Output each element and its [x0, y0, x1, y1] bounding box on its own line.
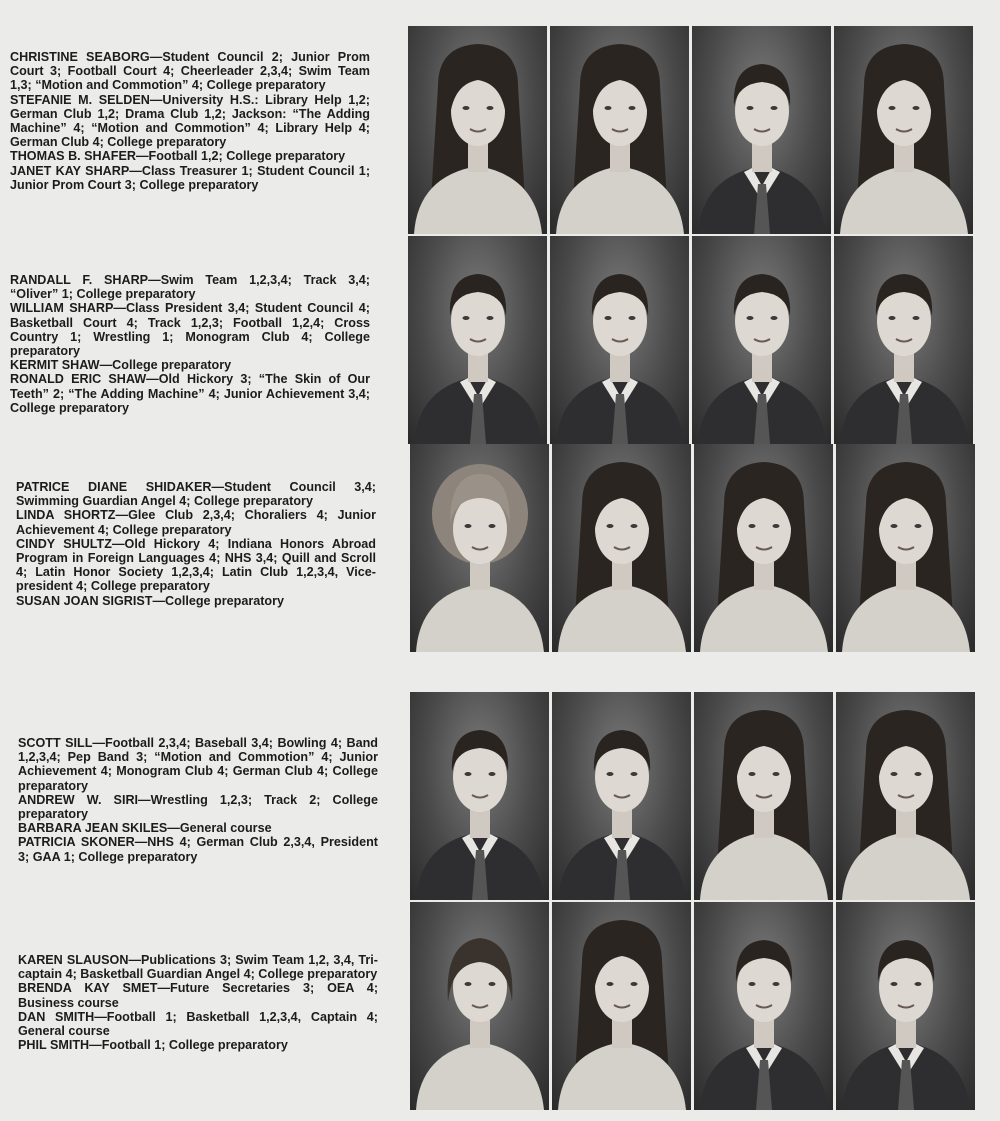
eye-shape: [915, 524, 922, 528]
senior-activities: Old Hickory 3; “The Skin of Our Teeth” 2; “The Adding Machine” 4; Junior Achievement 3,4; College preparatory: [10, 372, 370, 415]
senior-portrait: [836, 902, 975, 1110]
eye-shape: [605, 316, 612, 320]
senior-portrait: [408, 236, 547, 444]
senior-activities: College preparatory: [165, 593, 285, 608]
senior-name: PATRICE DIANE SHIDAKER: [16, 480, 212, 494]
eye-shape: [771, 316, 778, 320]
senior-activities: Student Council 2; Junior Prom Court 3; Football Court 4; Cheerleader 2,3,4; Swim Team 1,3; “Motion and Commotion” 4; College preparatory: [10, 50, 370, 93]
eye-shape: [749, 772, 756, 776]
eye-shape: [629, 316, 636, 320]
senior-name: LINDA SHORTZ: [16, 508, 116, 523]
portrait-photo: [692, 26, 831, 234]
senior-entry: STEFANIE M. SELDEN—University H.S.: Library Help 1,2; German Club 1,2; Drama Club 1,2; Jackson: “The Adding Machine” 4; “Motion and Commotion” 4; Library Help 4; German Club 4; College preparatory: [10, 92, 370, 150]
senior-portrait: [410, 692, 549, 900]
eye-shape: [605, 106, 612, 110]
portrait-photo: [550, 26, 689, 234]
eye-shape: [915, 772, 922, 776]
senior-activities: Publications 3; Swim Team 1,2, 3,4, Tri-captain 4; Basketball Guardian Angel 4; College preparatory: [18, 953, 378, 982]
senior-name: JANET KAY SHARP: [10, 163, 130, 178]
portrait-photo: [552, 444, 691, 652]
senior-activities: Football 1; College preparatory: [101, 1038, 288, 1053]
eye-shape: [747, 316, 754, 320]
eye-shape: [489, 982, 496, 986]
photo-row: [410, 444, 975, 652]
shoulders-shape: [416, 584, 544, 652]
senior-portrait: [408, 26, 547, 234]
eye-shape: [629, 106, 636, 110]
senior-name: PHIL SMITH: [18, 1038, 90, 1053]
senior-portrait: [550, 26, 689, 234]
eye-shape: [773, 772, 780, 776]
face-shape: [453, 494, 507, 564]
eye-shape: [631, 982, 638, 986]
senior-name: CINDY SHULTZ: [16, 536, 112, 551]
eye-shape: [913, 106, 920, 110]
caption-block: [18, 953, 378, 1052]
eye-shape: [487, 106, 494, 110]
eye-shape: [771, 106, 778, 110]
senior-name: KAREN SLAUSON: [18, 953, 129, 967]
senior-portrait: [552, 902, 691, 1110]
senior-portrait: [692, 236, 831, 444]
eye-shape: [607, 524, 614, 528]
senior-portrait: [692, 26, 831, 234]
portrait-photo: [408, 26, 547, 234]
portrait-photo: [834, 236, 973, 444]
senior-name: WILLIAM SHARP: [10, 301, 114, 316]
senior-portrait: [834, 236, 973, 444]
senior-activities: Class Treasurer 1; Student Council 1; Junior Prom Court 3; College preparatory: [10, 163, 371, 192]
senior-portrait: [552, 692, 691, 900]
eye-shape: [891, 772, 898, 776]
eye-shape: [915, 982, 922, 986]
eye-shape: [465, 772, 472, 776]
eye-shape: [913, 316, 920, 320]
senior-portrait: [836, 444, 975, 652]
caption-block: [16, 480, 376, 608]
eye-shape: [489, 772, 496, 776]
senior-portrait: [552, 444, 691, 652]
caption-block: [18, 736, 378, 864]
eye-shape: [607, 982, 614, 986]
senior-activities: Football 1,2; College preparatory: [148, 149, 346, 164]
senior-entry: CINDY SHULTZ—Old Hickory 4; Indiana Honors Abroad Program in Foreign Languages 4; NHS 3,4; Quill and Scroll 4; Latin Honor Society 1,2,3,4; Latin Club 1,2,3,4, Vice-president 4; College preparatory: [16, 536, 377, 594]
portrait-photo: [834, 26, 973, 234]
senior-entry: JANET KAY SHARP—Class Treasurer 1; Student Council 1; Junior Prom Court 3; College preparatory: [10, 163, 371, 192]
portrait-photo: [552, 902, 691, 1110]
senior-entry: RONALD ERIC SHAW—Old Hickory 3; “The Skin of Our Teeth” 2; “The Adding Machine” 4; Junior Achievement 3,4; College preparatory: [10, 372, 370, 415]
senior-entry: PHIL SMITH—Football 1; College preparatory: [18, 1038, 288, 1053]
senior-entry: SUSAN JOAN SIGRIST—College preparatory: [16, 593, 285, 608]
senior-portrait: [550, 236, 689, 444]
senior-portrait: [410, 444, 549, 652]
photo-row: [408, 236, 973, 444]
eye-shape: [489, 524, 496, 528]
portrait-photo: [694, 444, 833, 652]
senior-entry: BARBARA JEAN SKILES—General course: [18, 821, 272, 836]
senior-entry: ANDREW W. SIRI—Wrestling 1,2,3; Track 2; College preparatory: [18, 792, 378, 822]
eye-shape: [465, 524, 472, 528]
senior-name: BRENDA KAY SMET: [18, 981, 158, 996]
eye-shape: [773, 982, 780, 986]
portrait-photo: [410, 902, 549, 1110]
portrait-photo: [408, 236, 547, 444]
senior-name: KERMIT SHAW: [10, 358, 100, 373]
senior-portrait: [836, 692, 975, 900]
eye-shape: [631, 772, 638, 776]
senior-entry: PATRICE DIANE SHIDAKER—Student Council 3,4; Swimming Guardian Angel 4; College preparatory: [16, 480, 376, 509]
senior-entry: CHRISTINE SEABORG—Student Council 2; Junior Prom Court 3; Football Court 4; Cheerleader 2,3,4; Swim Team 1,3; “Motion and Commotion” 4; College preparatory: [10, 50, 370, 93]
eye-shape: [465, 982, 472, 986]
senior-entry: THOMAS B. SHAFER—Football 1,2; College preparatory: [10, 149, 346, 164]
caption-block: [10, 273, 370, 415]
eye-shape: [773, 524, 780, 528]
senior-activities: Student Council 3,4; Swimming Guardian Angel 4; College preparatory: [16, 480, 376, 509]
senior-activities: General course: [179, 821, 272, 836]
senior-activities: College preparatory: [112, 358, 232, 373]
eye-shape: [463, 316, 470, 320]
senior-entry: DAN SMITH—Football 1; Basketball 1,2,3,4, Captain 4; General course: [18, 1009, 378, 1039]
senior-name: SUSAN JOAN SIGRIST: [16, 593, 153, 608]
senior-activities: Swim Team 1,2,3,4; Track 3,4; “Oliver” 1; College preparatory: [10, 273, 371, 302]
senior-activities: Football 2,3,4; Baseball 3,4; Bowling 4; Band 1,2,3,4; Pep Band 3; “Motion and Commotion” 4; Junior Achievement 4; Monogram Club 4; German Club 4; College preparatory: [18, 736, 378, 793]
portrait-photo: [694, 692, 833, 900]
eye-shape: [463, 106, 470, 110]
senior-entry: WILLIAM SHARP—Class President 3,4; Student Council 4; Basketball Court 4; Track 1,2,3; Football 1,2,4; Cross Country 1; Wrestling 1; Monogram Club 4; College preparatory: [10, 301, 370, 359]
portrait-photo: [410, 444, 549, 652]
senior-entry: LINDA SHORTZ—Glee Club 2,3,4; Choraliers 4; Junior Achievement 4; College preparatory: [16, 508, 376, 537]
photo-row: [408, 26, 973, 234]
senior-entry: RANDALL F. SHARP—Swim Team 1,2,3,4; Track 3,4; “Oliver” 1; College preparatory: [10, 273, 371, 302]
senior-activities: Old Hickory 4; Indiana Honors Abroad Program in Foreign Languages 4; NHS 3,4; Quill and Scroll 4; Latin Honor Society 1,2,3,4; Latin Club 1,2,3,4, Vice-president 4; College preparatory: [16, 536, 377, 594]
senior-portrait: [694, 444, 833, 652]
senior-portrait: [410, 902, 549, 1110]
portrait-photo: [694, 902, 833, 1110]
senior-name: BARBARA JEAN SKILES: [18, 821, 168, 836]
senior-name: PATRICIA SKONER: [18, 835, 135, 850]
photo-row: [410, 692, 975, 900]
senior-activities: Wrestling 1,2,3; Track 2; College preparatory: [18, 792, 378, 822]
eye-shape: [891, 524, 898, 528]
senior-activities: Football 1; Basketball 1,2,3,4, Captain 4; General course: [18, 1009, 378, 1039]
senior-activities: NHS 4; German Club 2,3,4, President 3; GAA 1; College preparatory: [18, 835, 378, 864]
senior-portrait: [694, 902, 833, 1110]
senior-entry: KAREN SLAUSON—Publications 3; Swim Team 1,2, 3,4, Tri-captain 4; Basketball Guardian Angel 4; College preparatory: [18, 953, 378, 982]
senior-name: ANDREW W. SIRI: [18, 792, 139, 807]
portrait-photo: [836, 444, 975, 652]
eye-shape: [749, 982, 756, 986]
eye-shape: [607, 772, 614, 776]
senior-activities: University H.S.: Library Help 1,2; German Club 1,2; Drama Club 1,2; Jackson: “The Adding Machine” 4; “Motion and Commotion” 4; Library Help 4; German Club 4; College preparatory: [10, 92, 370, 150]
eye-shape: [747, 106, 754, 110]
senior-name: DAN SMITH: [18, 1009, 95, 1024]
senior-entry: BRENDA KAY SMET—Future Secretaries 3; OEA 4; Business course: [18, 981, 379, 1010]
portrait-photo: [550, 236, 689, 444]
senior-activities: Class President 3,4; Student Council 4; Basketball Court 4; Track 1,2,3; Football 1,2,4; Cross Country 1; Wrestling 1; Monogram Club 4; College preparatory: [10, 301, 370, 359]
caption-block: [10, 50, 370, 192]
senior-name: RONALD ERIC SHAW: [10, 372, 147, 387]
senior-name: STEFANIE M. SELDEN: [10, 92, 150, 107]
senior-activities: Future Secretaries 3; OEA 4; Business course: [18, 981, 379, 1010]
portrait-photo: [552, 692, 691, 900]
portrait-photo: [410, 692, 549, 900]
senior-portrait: [834, 26, 973, 234]
senior-entry: PATRICIA SKONER—NHS 4; German Club 2,3,4, President 3; GAA 1; College preparatory: [18, 835, 378, 864]
senior-portrait: [694, 692, 833, 900]
eye-shape: [891, 982, 898, 986]
eye-shape: [487, 316, 494, 320]
portrait-photo: [836, 692, 975, 900]
portrait-photo: [836, 902, 975, 1110]
eye-shape: [631, 524, 638, 528]
senior-name: THOMAS B. SHAFER: [10, 149, 136, 164]
senior-name: SCOTT SILL: [18, 736, 93, 750]
shoulders-shape: [416, 1042, 544, 1110]
photo-row: [410, 902, 975, 1110]
senior-entry: SCOTT SILL—Football 2,3,4; Baseball 3,4; Bowling 4; Band 1,2,3,4; Pep Band 3; “Motion and Commotion” 4; Junior Achievement 4; Monogram Club 4; German Club 4; College preparatory: [18, 736, 378, 793]
senior-entry: KERMIT SHAW—College preparatory: [10, 358, 232, 373]
eye-shape: [749, 524, 756, 528]
portrait-photo: [692, 236, 831, 444]
senior-name: RANDALL F. SHARP: [10, 273, 149, 287]
eye-shape: [889, 316, 896, 320]
senior-activities: Glee Club 2,3,4; Choraliers 4; Junior Achievement 4; College preparatory: [16, 508, 376, 537]
eye-shape: [889, 106, 896, 110]
senior-name: CHRISTINE SEABORG: [10, 50, 150, 64]
